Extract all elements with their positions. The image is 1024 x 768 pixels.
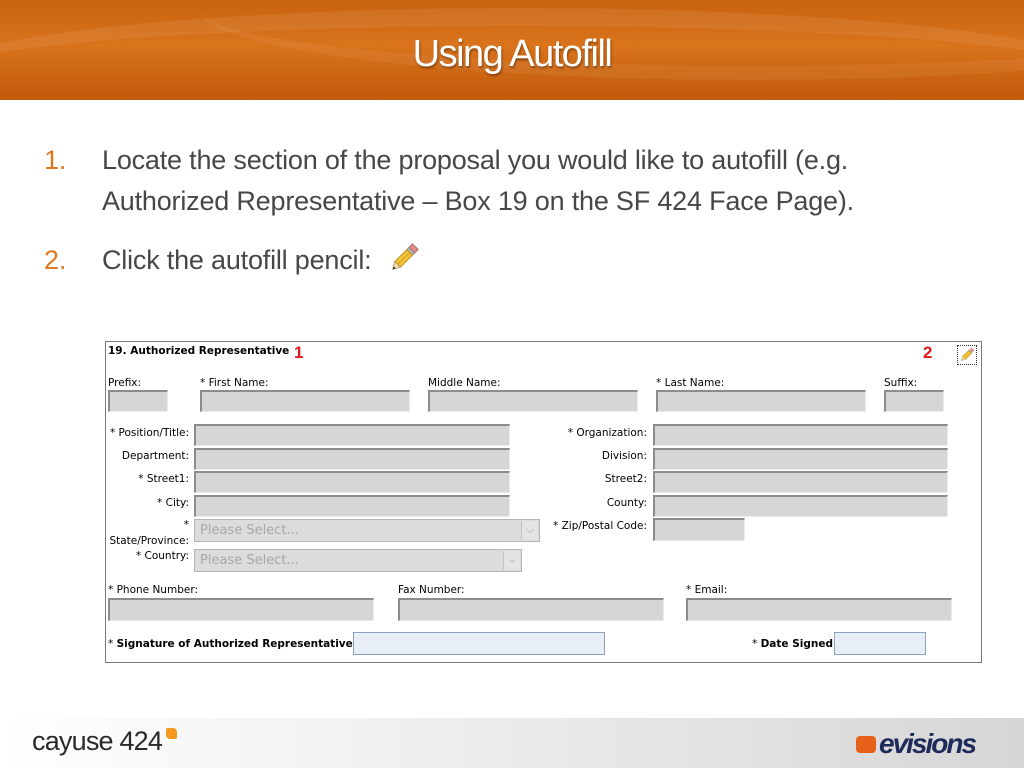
evisions-logo-text: evisions <box>879 728 976 759</box>
street2-label: Street2: <box>604 473 647 485</box>
authorized-representative-form <box>105 341 982 663</box>
last-name-input[interactable] <box>656 390 866 412</box>
first-name-input[interactable] <box>200 390 410 412</box>
suffix-input[interactable] <box>884 390 944 412</box>
pencil-icon <box>958 346 976 364</box>
street1-label: * Street1: <box>138 473 189 485</box>
chevron-down-icon: ⌵ <box>521 521 538 540</box>
zip-input[interactable] <box>653 518 745 541</box>
step-1-number: 1. <box>44 145 67 175</box>
state-select-value: Please Select... <box>200 523 299 538</box>
street1-input[interactable] <box>194 471 510 493</box>
email-label: * Email: <box>686 584 728 596</box>
country-select-value: Please Select... <box>200 553 299 568</box>
zip-label: * Zip/Postal Code: <box>553 520 647 532</box>
first-name-label: * First Name: <box>200 377 269 389</box>
callout-2: 2 <box>923 343 933 362</box>
signature-label <box>108 638 353 650</box>
signature-label-text: Signature of Authorized Representative <box>116 638 353 650</box>
state-label: State/Province: <box>109 535 189 547</box>
position-title-input[interactable] <box>194 424 510 446</box>
date-signed-input[interactable] <box>834 632 926 655</box>
autofill-pencil-button[interactable] <box>957 345 977 365</box>
pencil-icon <box>387 241 421 287</box>
step-list <box>44 140 974 287</box>
fax-label: Fax Number: <box>398 584 465 596</box>
city-label: * City: <box>157 497 189 509</box>
fax-input[interactable] <box>398 598 664 621</box>
prefix-label: Prefix: <box>108 377 142 389</box>
country-select[interactable] <box>194 549 522 572</box>
callout-1: 1 <box>294 343 304 362</box>
step-2-text: Click the autofill pencil: <box>102 245 372 275</box>
organization-input[interactable] <box>653 424 948 446</box>
middle-name-input[interactable] <box>428 390 638 412</box>
street2-input[interactable] <box>653 471 948 493</box>
state-required-mark: * <box>183 519 189 531</box>
footer-bar <box>0 718 1024 768</box>
step-1-text: Locate the section of the proposal you would like to autofill (e.g. Authorized Representative – Box 19 on the SF 424 Face Page). <box>102 145 854 216</box>
signature-input[interactable] <box>353 632 605 655</box>
step-2-text-wrap <box>102 240 974 287</box>
signature-required-mark: * <box>108 638 114 650</box>
county-label: County: <box>606 497 647 509</box>
cayuse-logo-mark <box>166 728 177 739</box>
phone-input[interactable] <box>108 598 374 621</box>
phone-label: * Phone Number: <box>108 584 198 596</box>
step-1 <box>44 140 974 222</box>
country-label: * Country: <box>135 550 189 562</box>
date-signed-label-text: Date Signed <box>760 638 833 650</box>
division-input[interactable] <box>653 448 948 470</box>
organization-label: * Organization: <box>567 427 647 439</box>
county-input[interactable] <box>653 495 948 517</box>
chevron-down-icon: ⌵ <box>503 551 520 570</box>
section-title: 19. Authorized Representative <box>108 345 290 357</box>
last-name-label: * Last Name: <box>656 377 725 389</box>
state-select[interactable] <box>194 519 540 542</box>
department-input[interactable] <box>194 448 510 470</box>
middle-name-label: Middle Name: <box>428 377 501 389</box>
step-2 <box>44 240 974 287</box>
date-signed-label <box>752 638 833 650</box>
slide-title: Using Autofill <box>412 33 612 75</box>
city-input[interactable] <box>194 495 510 517</box>
evisions-logo-mark <box>856 736 876 753</box>
step-2-number: 2. <box>44 245 67 275</box>
date-required-mark: * <box>752 638 758 650</box>
suffix-label: Suffix: <box>884 377 918 389</box>
prefix-input[interactable] <box>108 390 168 412</box>
division-label: Division: <box>601 450 647 462</box>
cayuse-logo-text: cayuse 424 <box>32 726 163 756</box>
department-label: Department: <box>121 450 189 462</box>
title-bar <box>0 0 1024 100</box>
position-title-label: * Position/Title: <box>109 427 189 439</box>
email-input[interactable] <box>686 598 952 621</box>
